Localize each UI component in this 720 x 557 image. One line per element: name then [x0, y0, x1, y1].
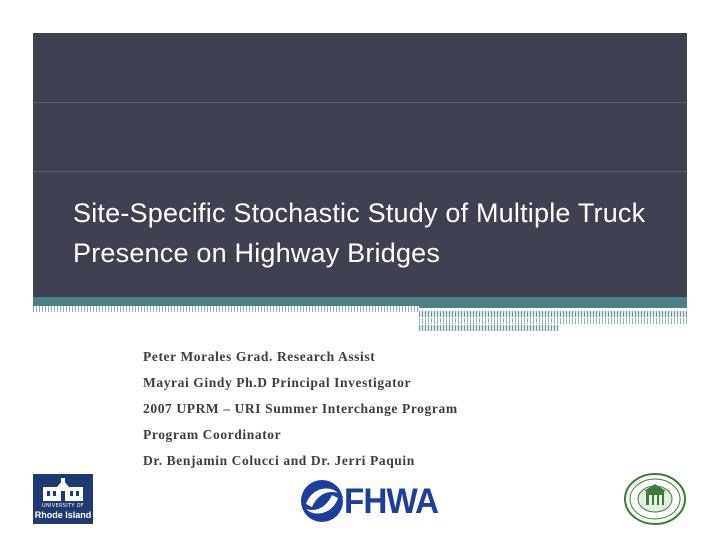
fhwa-swirl-icon — [300, 479, 344, 523]
uri-logo — [33, 474, 93, 524]
university-seal-icon — [624, 473, 686, 525]
uri-logo-line2: Rhode Island — [34, 510, 92, 520]
divider-line — [33, 102, 687, 103]
slide-title: Site-Specific Stochastic Study of Multiple Truck Presence on Highway Bridges — [73, 198, 646, 268]
credit-line: Dr. Benjamin Colucci and Dr. Jerri Paquin — [143, 453, 415, 468]
stripe-decoration — [33, 306, 419, 312]
credit-line: Mayrai Gindy Ph.D Principal Investigator — [143, 375, 412, 390]
stripe-decoration — [419, 318, 687, 324]
divider-line — [33, 171, 687, 172]
credit-line: Peter Morales Grad. Research Assist — [143, 349, 376, 364]
fhwa-wordmark: FHWA — [344, 482, 439, 521]
seal-logo — [624, 473, 686, 525]
stripe-decoration — [419, 325, 559, 331]
credit-line: Program Coordinator — [143, 427, 282, 442]
title-block — [33, 33, 687, 297]
fhwa-logo — [300, 478, 442, 524]
credits-list — [143, 344, 458, 474]
stripe-decoration — [419, 311, 687, 317]
credit-line: 2007 UPRM – URI Summer Interchange Program — [143, 401, 458, 416]
university-building-icon — [39, 478, 87, 502]
uri-logo-line1: UNIVERSITY OF — [42, 503, 84, 509]
